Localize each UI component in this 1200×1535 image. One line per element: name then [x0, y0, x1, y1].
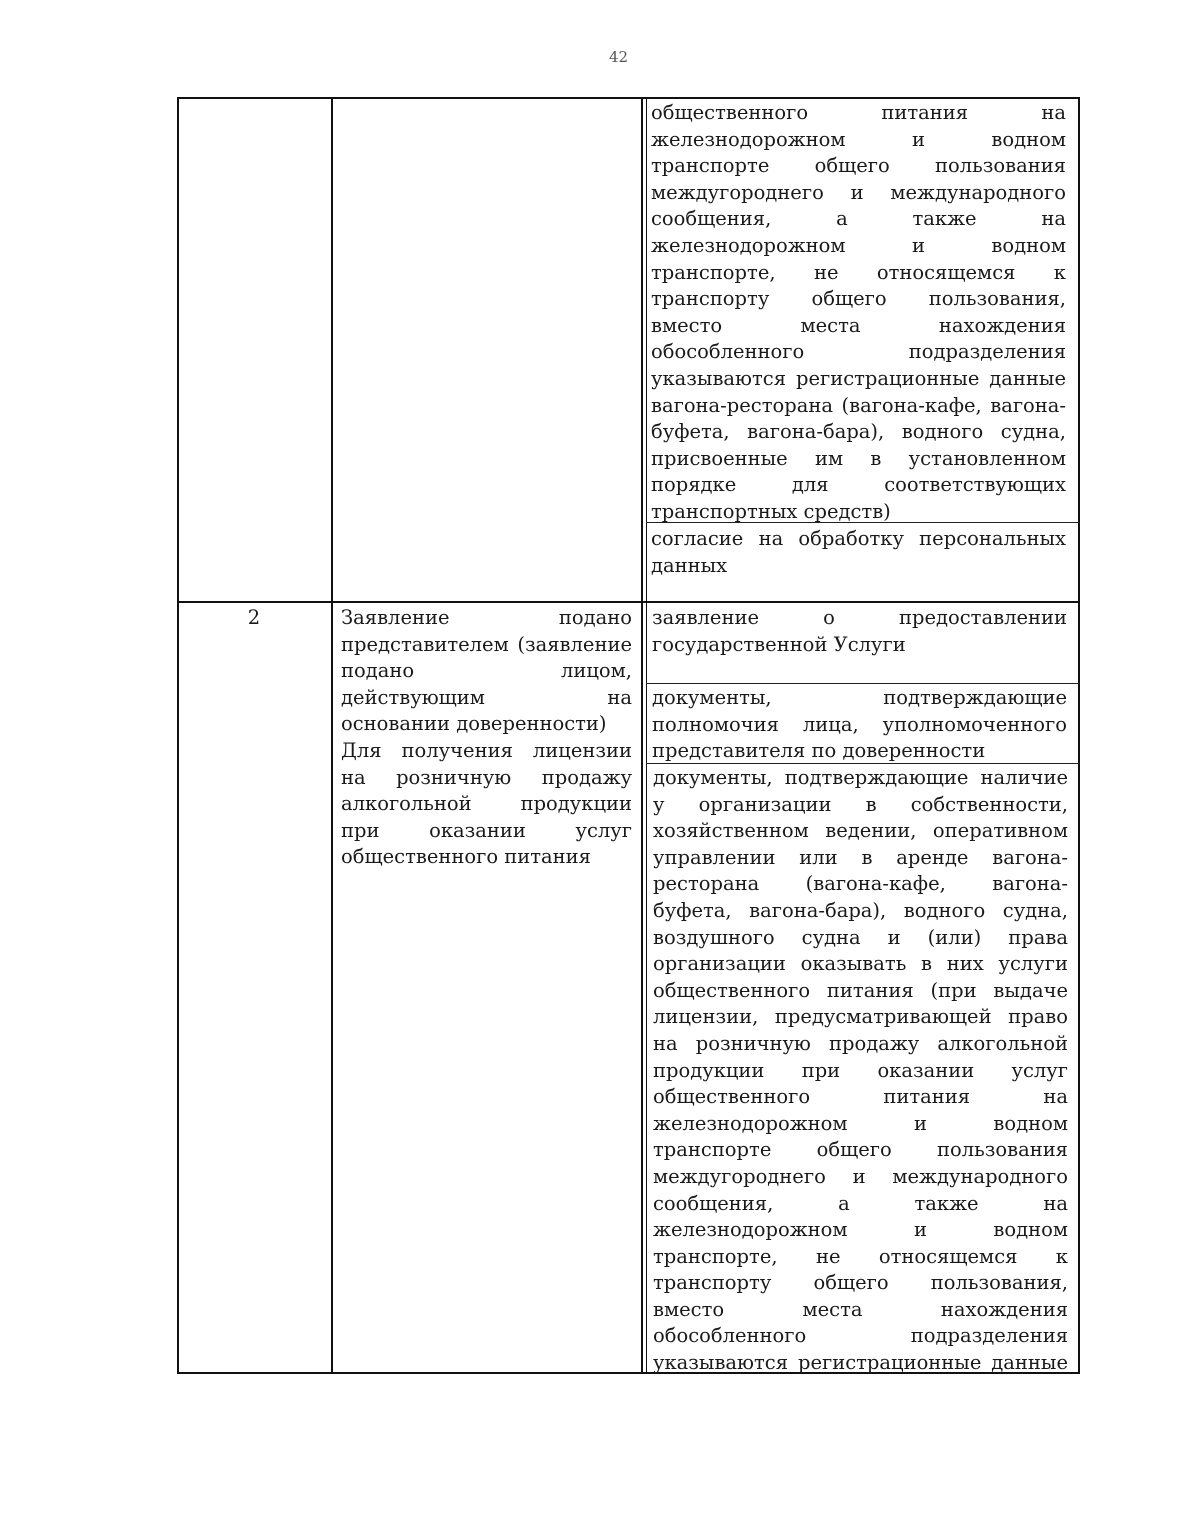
text-line: общественного питания на [653, 1085, 1068, 1109]
text-line: хозяйственном ведении, оперативном [653, 819, 1068, 843]
doc-text [651, 526, 1066, 579]
text-line: присвоенные им в установленном [651, 446, 1066, 470]
text-line: междугороднего и международного [651, 180, 1066, 204]
text-line: указываются регистрационные данные [651, 366, 1066, 390]
text-line: транспорте, не относящемся к [653, 1244, 1068, 1268]
text-line: воздушного судна и (или) права [653, 925, 1068, 949]
text-line: транспорте общего пользования [653, 1138, 1068, 1162]
text-line: полномочия лица, уполномоченного [652, 712, 1067, 736]
text-line: общественного питания [341, 845, 591, 869]
text-line: согласие на обработку персональных [651, 527, 1066, 550]
text-line: ресторана (вагона-кафе, вагона- [653, 872, 1068, 896]
text-line: алкогольной продукции [341, 792, 632, 816]
column-divider-2 [641, 97, 643, 1374]
column-divider-2b [646, 97, 647, 1374]
text-line: обособленного подразделения [653, 1324, 1068, 1348]
table-cell [652, 685, 1067, 765]
text-line: продукции при оказании услуг [653, 1058, 1068, 1082]
doc-text [651, 100, 1066, 526]
page-number: 42 [608, 48, 629, 66]
doc-text [652, 605, 1067, 658]
cell-divider [646, 683, 1080, 684]
table-cell [341, 605, 632, 871]
text-line: указываются регистрационные данные [653, 1351, 1068, 1375]
text-line: транспорте, не относящемся к [651, 260, 1066, 284]
table-border-left [177, 97, 179, 1374]
text-line: управлении или в аренде вагона- [653, 845, 1068, 869]
text-line: порядке для соответствующих [651, 473, 1066, 497]
text-line: представителем (заявление [341, 632, 632, 656]
table-cell [653, 765, 1068, 1377]
text-line: подано лицом, [341, 659, 632, 683]
text-line: железнодорожном и водном [653, 1218, 1068, 1242]
column-divider-1 [331, 97, 333, 1374]
table-border-top [177, 97, 1080, 99]
text-line: вагона-ресторана (вагона-кафе, вагона- [651, 393, 1066, 417]
row-number: 2 [247, 606, 261, 629]
table-cell [651, 526, 1066, 579]
text-line: железнодорожном и водном [651, 127, 1066, 151]
text-line: общественного питания на [651, 101, 1066, 124]
text-line: на розничную продажу [341, 765, 632, 789]
table-cell [652, 605, 1067, 658]
text-line: буфета, вагона-бара), водного судна, [651, 420, 1066, 444]
table-cell [651, 100, 1066, 526]
text-line: основании доверенности) [341, 712, 607, 736]
text-line: лицензии, предусматривающей право [653, 1005, 1068, 1029]
text-line: транспортных средств) [651, 499, 891, 523]
text-line: железнодорожном и водном [651, 233, 1066, 257]
text-line: транспорту общего пользования, [651, 287, 1066, 311]
text-line: сообщения, а также на [651, 207, 1066, 231]
doc-text [652, 685, 1067, 765]
text-line: заявление о предоставлении [652, 606, 1067, 629]
text-line: вместо места нахождения [653, 1297, 1068, 1321]
text-line: документы, подтверждающие [652, 686, 1067, 709]
text-line: представителя по доверенности [652, 739, 986, 763]
text-line: обособленного подразделения [651, 340, 1066, 364]
text-line: транспорте общего пользования [651, 154, 1066, 178]
text-line: организации оказывать в них услуги [653, 952, 1068, 976]
text-line: сообщения, а также на [653, 1191, 1068, 1215]
text-line: вместо места нахождения [651, 313, 1066, 337]
text-line: Заявление подано [341, 606, 632, 629]
condition-text [341, 605, 632, 738]
text-line: буфета, вагона-бара), водного судна, [653, 898, 1068, 922]
condition-text [341, 738, 632, 871]
text-line: железнодорожном и водном [653, 1111, 1068, 1135]
table-border-right [1078, 97, 1080, 1374]
doc-text [653, 765, 1068, 1377]
text-line: при оказании услуг [341, 818, 632, 842]
text-line: Для получения лицензии [341, 738, 632, 762]
text-line: общественного питания (при выдаче [653, 978, 1068, 1002]
row-divider [177, 601, 1080, 603]
text-line: междугороднего и международного [653, 1164, 1068, 1188]
text-line: на розничную продажу алкогольной [653, 1031, 1068, 1055]
text-line: документы, подтверждающие наличие [653, 766, 1068, 789]
text-line: данных [651, 553, 728, 577]
text-line: действующим на [341, 685, 632, 709]
text-line: транспорту общего пользования, [653, 1271, 1068, 1295]
text-line: у организации в собственности, [653, 792, 1068, 816]
text-line: государственной Услуги [652, 632, 906, 656]
